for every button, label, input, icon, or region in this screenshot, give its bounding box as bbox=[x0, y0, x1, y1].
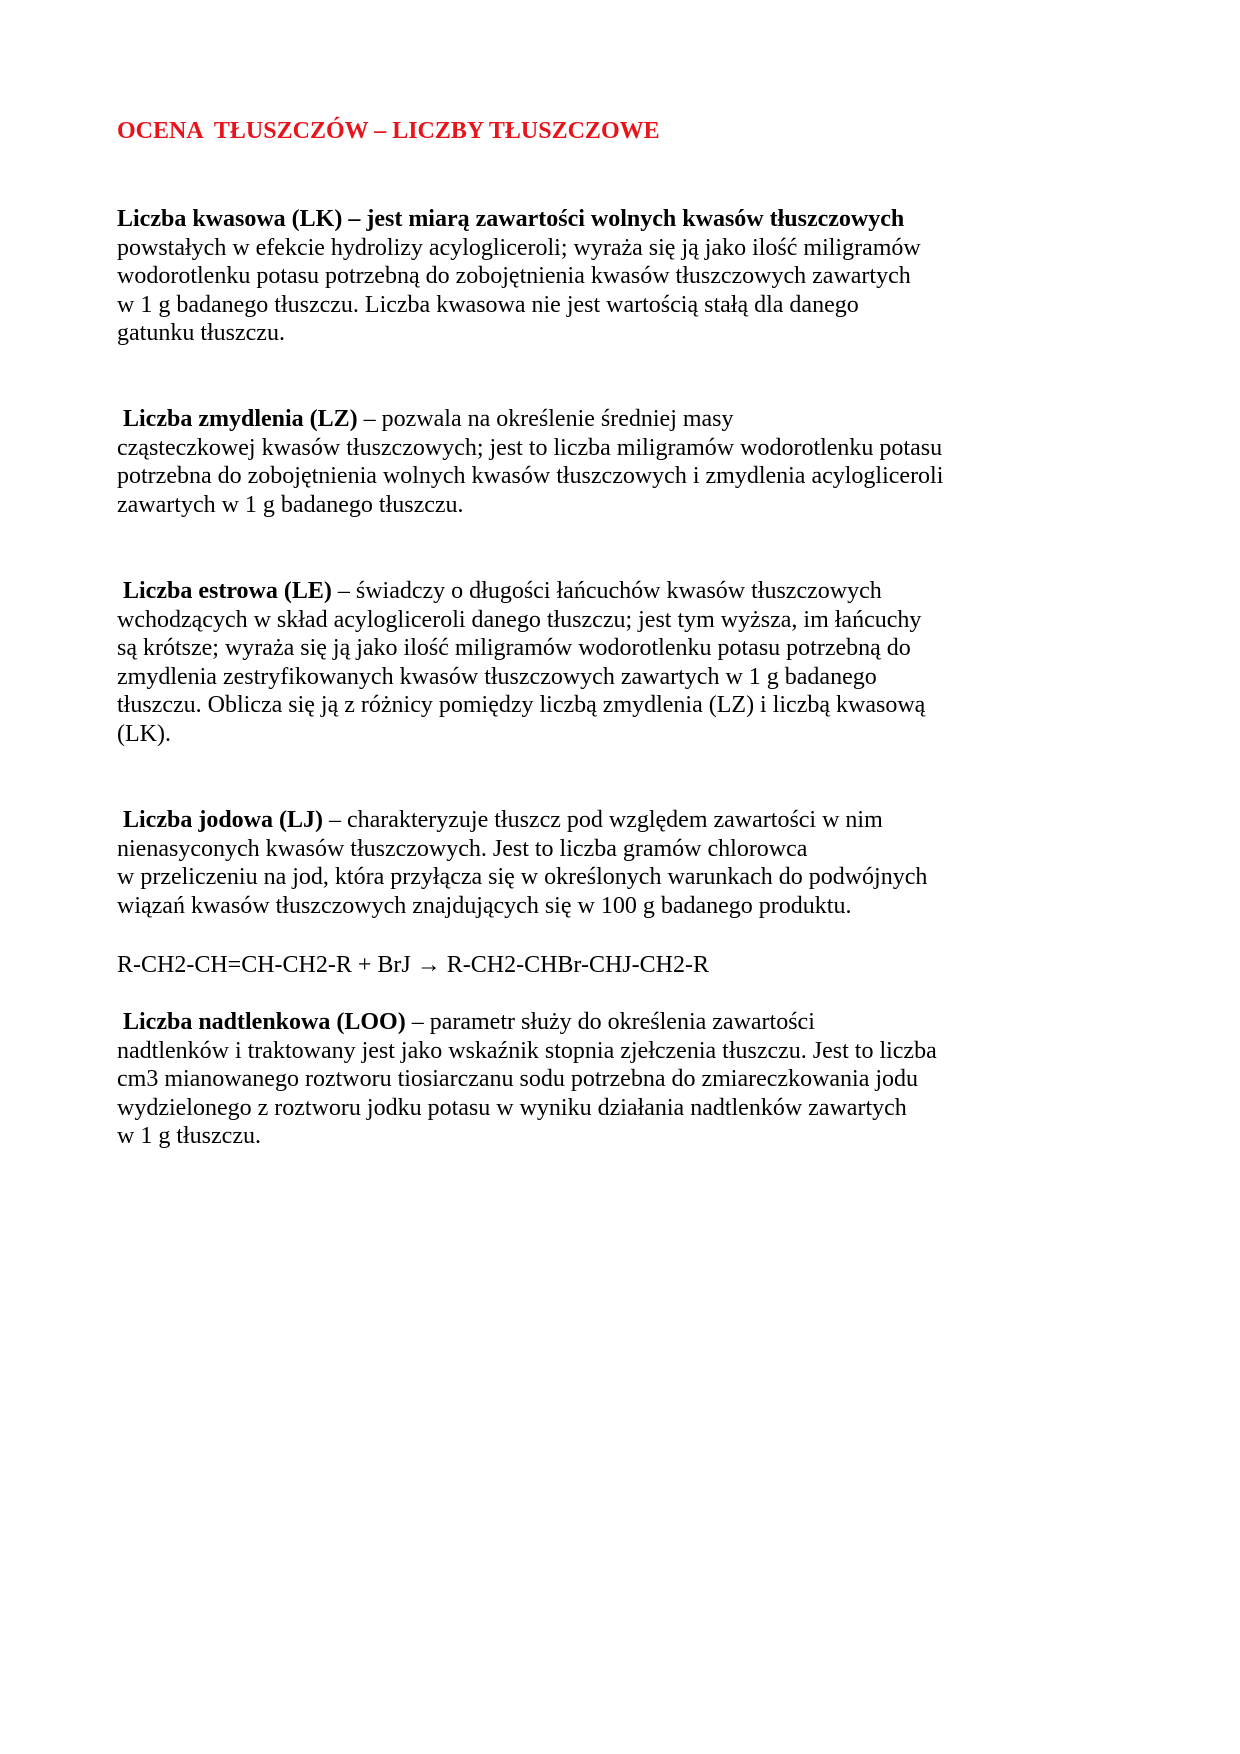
paragraph-first-line bbox=[117, 405, 997, 434]
paragraph-first-line bbox=[117, 577, 997, 606]
paragraph-first-rest: – pozwala na określenie średniej masy bbox=[357, 406, 734, 432]
paragraph-line: nienasyconych kwasów tłuszczowych. Jest to liczba gramów chlorowca bbox=[117, 835, 808, 862]
paragraph-first-rest: – parametr służy do określenia zawartości bbox=[405, 1009, 815, 1035]
paragraph-line: wodorotlenku potasu potrzebną do zobojętnienia kwasów tłuszczowych zawartych bbox=[117, 263, 911, 290]
paragraph-term: Liczba nadtlenkowa (LOO) bbox=[117, 1009, 406, 1035]
paragraph-first-line bbox=[117, 1008, 997, 1037]
paragraph-term: Liczba zmydlenia (LZ) bbox=[117, 406, 358, 432]
paragraph-line: w 1 g badanego tłuszczu. Liczba kwasowa nie jest wartością stałą dla danego bbox=[117, 291, 859, 318]
document-title: OCENA TŁUSZCZÓW – LICZBY TŁUSZCZOWE bbox=[117, 118, 660, 144]
paragraph-line: cząsteczkowej kwasów tłuszczowych; jest to liczba miligramów wodorotlenku potasu bbox=[117, 434, 943, 461]
paragraph-first-rest: – charakteryzuje tłuszcz pod względem zawartości w nim bbox=[323, 807, 883, 833]
paragraph-line: zawartych w 1 g badanego tłuszczu. bbox=[117, 491, 464, 518]
paragraph-line: potrzebna do zobojętnienia wolnych kwasów tłuszczowych i zmydlenia acylogliceroli bbox=[117, 463, 944, 490]
paragraph-line: w przeliczeniu na jod, która przyłącza się w określonych warunkach do podwójnych bbox=[117, 864, 928, 891]
reaction-equation bbox=[117, 951, 997, 980]
paragraph-term: Liczba jodowa (LJ) bbox=[117, 807, 323, 833]
paragraph-line: w 1 g tłuszczu. bbox=[117, 1123, 261, 1150]
paragraph-line: wydzielonego z roztworu jodku potasu w wyniku działania nadtlenków zawartych bbox=[117, 1094, 907, 1121]
paragraph-line: (LK). bbox=[117, 720, 171, 747]
paragraph-first-line bbox=[117, 806, 997, 835]
paragraph-line: zmydlenia zestryfikowanych kwasów tłuszczowych zawartych w 1 g badanego bbox=[117, 663, 877, 690]
paragraph-peroxide-value bbox=[117, 1008, 997, 1151]
equation-text: R-CH2-CH=CH-CH2-R + BrJ → R-CH2-CHBr-CHJ-CH2-R bbox=[117, 952, 709, 978]
paragraph-line: nadtlenków i traktowany jest jako wskaźnik stopnia zjełczenia tłuszczu. Jest to liczba bbox=[117, 1037, 937, 1064]
paragraph-acid-value bbox=[117, 205, 997, 348]
paragraph-first-rest: – świadczy o długości łańcuchów kwasów tłuszczowych bbox=[331, 578, 882, 604]
paragraph-saponification-value bbox=[117, 405, 997, 519]
paragraph-term: Liczba estrowa (LE) bbox=[117, 578, 332, 604]
paragraph-line: powstałych w efekcie hydrolizy acylogliceroli; wyraża się ją jako ilość miligramów bbox=[117, 234, 921, 261]
paragraph-line: wiązań kwasów tłuszczowych znajdujących się w 100 g badanego produktu. bbox=[117, 892, 852, 919]
paragraph-line: tłuszczu. Oblicza się ją z różnicy pomiędzy liczbą zmydlenia (LZ) i liczbą kwasową bbox=[117, 692, 926, 719]
paragraph-iodine-value bbox=[117, 806, 997, 920]
paragraph-line: cm3 mianowanego roztworu tiosiarczanu sodu potrzebna do zmiareczkowania jodu bbox=[117, 1066, 919, 1093]
paragraph-ester-value bbox=[117, 577, 997, 749]
paragraph-line: wchodzących w skład acylogliceroli danego tłuszczu; jest tym wyższa, im łańcuchy bbox=[117, 606, 922, 633]
paragraph-term: Liczba kwasowa (LK) – jest miarą zawartości wolnych kwasów tłuszczowych bbox=[117, 206, 905, 232]
paragraph-line: są krótsze; wyraża się ją jako ilość miligramów wodorotlenku potasu potrzebną do bbox=[117, 635, 911, 662]
paragraph-line: gatunku tłuszczu. bbox=[117, 320, 285, 347]
